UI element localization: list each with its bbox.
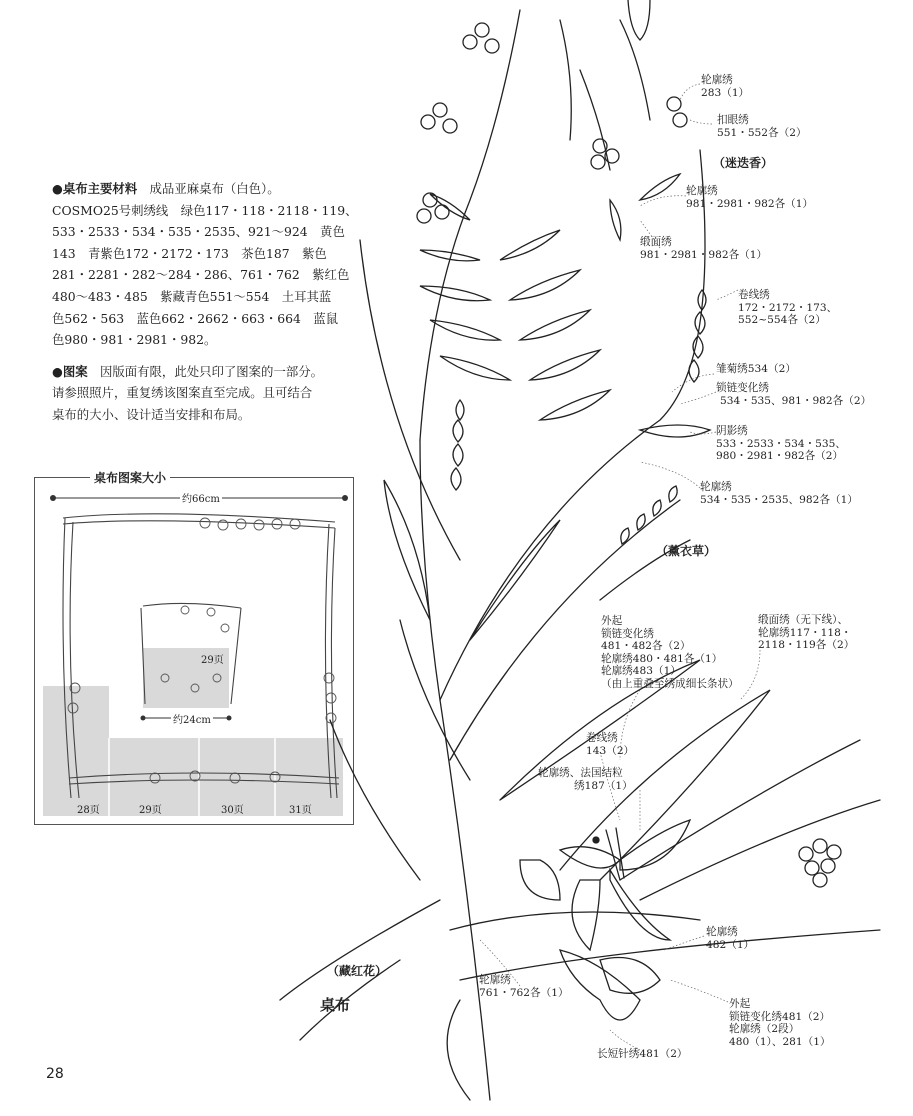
size-diagram-title: 桌布图案大小	[90, 469, 170, 486]
inner-width-label: 约24cm	[171, 711, 213, 726]
page-label: 28页	[77, 805, 100, 816]
annotation: 外起 锁链变化绣 481・482各（2） 轮廓绣480・481各（1） 轮廓绣483（1） （由上重叠至绣成细长条状）	[601, 615, 739, 690]
pattern-line: 请参照照片，重复绣该图案直至完成。且可结合	[52, 385, 313, 401]
materials-line: 色562・563 蓝色662・2662・663・664 蓝鼠	[52, 310, 339, 326]
page-label: 30页	[221, 805, 244, 816]
annotation: 轮廓绣 482（1）	[706, 926, 755, 951]
section-label-rosemary: （迷迭香）	[713, 156, 774, 170]
page-number: 28	[46, 1066, 64, 1082]
annotation: 轮廓绣 761・762各（1）	[479, 974, 569, 999]
annotation: 锁链变化绣 534・535、981・982各（2）	[716, 382, 872, 407]
annotation: 卷线绣 172・2172・173、 552~554各（2）	[738, 289, 838, 326]
annotation: 外起 锁链变化绣481（2） 轮廓绣（2段） 480（1）、281（1）	[729, 998, 831, 1048]
annotation: 扣眼绣 551・552各（2）	[717, 114, 807, 139]
materials-line: 色980・981・2981・982。	[52, 332, 217, 348]
annotation: 雏菊绣534（2）	[716, 363, 796, 375]
page-label: 31页	[289, 805, 312, 816]
section-label-saffron: （藏红花）	[327, 964, 388, 978]
bullet: ●	[52, 181, 63, 196]
annotation: 阴影绣 533・2533・534・535、 980・2981・982各（2）	[716, 425, 846, 462]
materials-heading: 桌布主要材料	[62, 181, 138, 196]
materials-line: 143 青紫色172・2172・173 茶色187 紫色	[52, 245, 327, 261]
materials-line: 281・2281・282～284・286、761・762 紫红色	[52, 267, 350, 283]
annotation: 缎面绣（无下线）、 轮廓绣117・118・ 2118・119各（2）	[758, 614, 855, 651]
pattern-line: 因版面有限，此处只印了图案的一部分。	[99, 363, 324, 379]
annotation: 轮廓绣 283（1）	[701, 74, 750, 99]
pattern-line: 桌布的大小、设计适当安排和布局。	[52, 406, 251, 422]
materials-line: 533・2533・534・535・2535、921～924 黄色	[52, 224, 345, 240]
stem	[420, 440, 490, 1100]
annotation: 长短针绣481（2）	[597, 1048, 688, 1060]
annotation: 轮廓绣、法国结粒 绣187（1）	[538, 767, 633, 792]
page-label: 29页	[201, 655, 224, 666]
materials-line: 480～483・485 紫藏青色551～554 土耳其蓝	[52, 288, 332, 304]
section-label-lavender: （薰衣草）	[656, 544, 717, 558]
materials-line: 成品亚麻桌布（白色）。	[149, 181, 280, 196]
annotation: 轮廓绣 534・535・2535、982各（1）	[700, 481, 858, 506]
width-label: 约66cm	[180, 490, 222, 505]
materials-line: COSMO25号刺绣线 绿色117・118・2118・119、	[52, 202, 358, 218]
tablecloth-title: 桌布	[320, 996, 351, 1014]
pattern-heading: 图案	[62, 363, 88, 379]
annotation: 缎面绣 981・2981・982各（1）	[640, 236, 768, 261]
annotation: 轮廓绣 981・2981・982各（1）	[686, 185, 814, 210]
annotation: 卷线绣 143（2）	[586, 732, 635, 757]
bullet: ●	[52, 363, 63, 379]
page-label: 29页	[139, 805, 162, 816]
